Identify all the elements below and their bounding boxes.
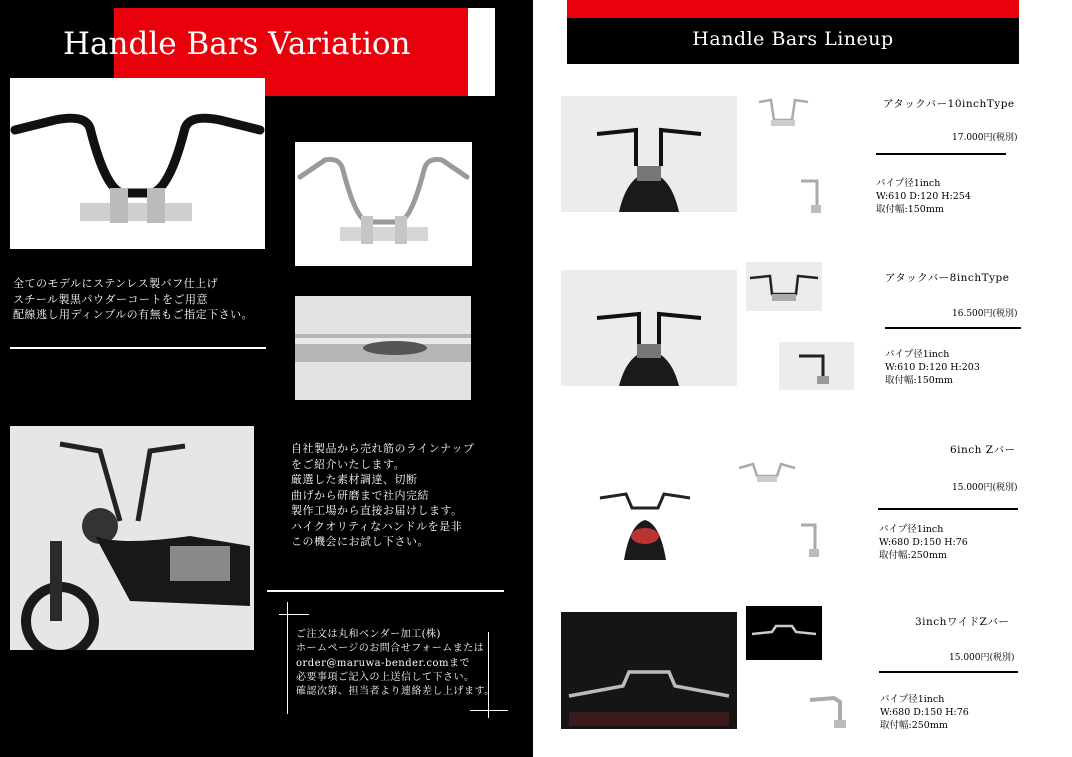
spec-line: パイプ径1inch [879,524,944,535]
product-price: 15.000円(税別) [952,483,1018,493]
product-divider [878,508,1018,510]
motorcycle-photo [10,426,254,650]
spec-line: 取付幅:150mm [885,375,953,386]
product-bar-photo [737,454,797,488]
product-spec [879,523,968,562]
product-spec [885,348,980,387]
spec-line: 取付幅:250mm [880,720,948,731]
dimple-closeup-photo [295,296,471,400]
product-bike-photo [561,270,737,386]
about-line: 製作工場から直接お届けします。 [291,504,463,517]
variation-title: Handle Bars Variation [63,26,411,62]
spec-line: W:680 D:150 H:76 [879,537,968,548]
about-line: ハイクオリティなハンドルを是非 [291,519,463,533]
frame-line [267,590,504,592]
frame-line [287,602,288,714]
product-price: 17.000円(税別) [952,133,1018,143]
spec-line: 取付幅:150mm [876,204,944,215]
product-spec [876,177,971,216]
intro-text [13,276,253,323]
spec-line: パイプ径1inch [885,349,950,360]
frame-line [279,614,309,615]
black-handlebar-photo [10,78,265,249]
order-text [296,628,495,699]
product-side-photo [797,173,825,215]
about-line: 曲げから研磨まで社内完結 [291,488,429,502]
product-divider [876,153,1006,155]
about-line: 自社製品から売れ筋のラインナップ [291,442,475,455]
spec-line: パイプ径1inch [880,694,945,705]
lineup-title: Handle Bars Lineup [692,28,894,50]
product-divider [885,327,1021,329]
about-line: 厳選した素材調達、切断 [291,473,418,486]
divider [10,347,266,349]
order-line: 必要事項ご記入の上送信して下さい。 [296,671,475,683]
spec-line: W:610 D:120 H:254 [876,191,971,202]
about-line: この機会にお試し下さい。 [291,535,429,548]
product-divider [879,671,1018,673]
product-name: アタックバー10inchType [883,98,1015,110]
product-side-photo [797,519,825,559]
order-line: ご注文は丸和ベンダー加工(株) [296,629,441,640]
order-line: order@maruwa-bender.comまで [296,657,471,669]
product-name: アタックバー8inchType [885,272,1010,284]
product-bike-photo [561,96,737,212]
product-price: 16.500円(税別) [952,309,1018,319]
intro-line: 配線逃し用ディンプルの有無もご指定下さい。 [13,308,254,321]
product-bar-photo [746,606,822,660]
frame-line [470,710,508,711]
intro-line: スチール製黒パウダーコートをご用意 [13,292,208,306]
chrome-handlebar-photo [295,142,472,266]
product-price: 15.000円(税別) [949,653,1015,663]
about-text [291,441,474,550]
spec-line: パイプ径1inch [876,178,941,189]
product-name: 3inchワイドZバー [915,616,1010,628]
product-spec [880,693,969,732]
product-bike-photo [596,480,694,560]
spec-line: W:610 D:120 H:203 [885,362,980,373]
order-line: ホームページのお問合せフォームまたは [296,643,485,655]
product-side-photo [804,692,856,730]
product-bar-photo [746,262,822,311]
about-line: をご紹介いたします。 [291,457,406,471]
product-bike-photo [561,612,737,729]
spec-line: W:680 D:150 H:76 [880,707,969,718]
product-name: 6inch Zバー [950,444,1016,456]
spec-line: 取付幅:250mm [879,550,947,561]
product-bar-photo [756,96,811,130]
order-line: 確認次第、担当者より連絡差し上げます。 [296,686,495,698]
product-side-photo [779,342,854,390]
lineup-red-band [567,0,1019,18]
intro-line: 全てのモデルにステンレス製バフ仕上げ [13,277,219,290]
